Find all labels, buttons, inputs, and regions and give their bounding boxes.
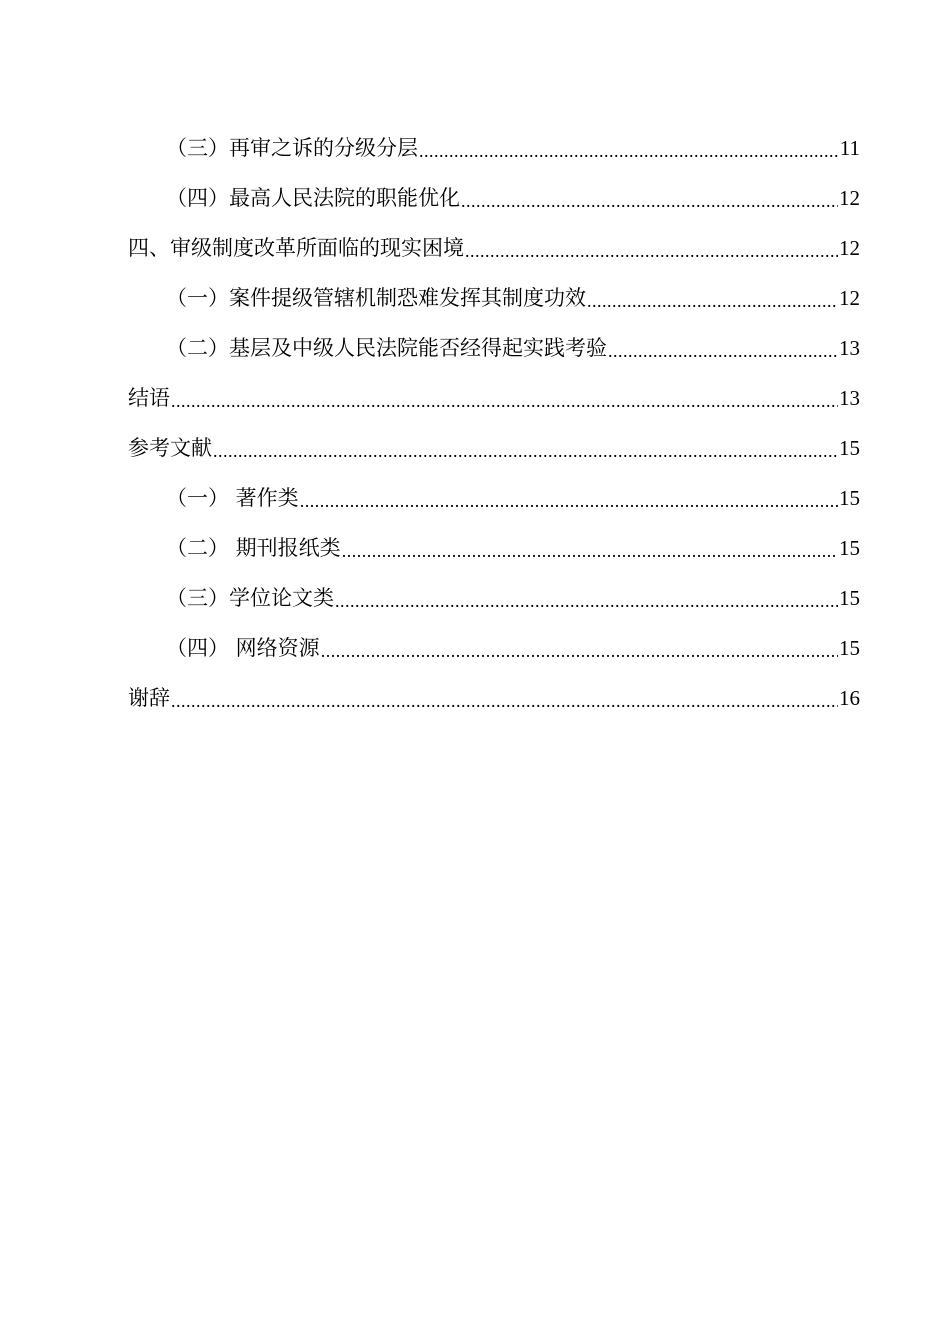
toc-entry-title: （三）再审之诉的分级分层 xyxy=(166,136,418,160)
toc-dot-leader xyxy=(171,391,838,411)
toc-entry-title: （四）最高人民法院的职能优化 xyxy=(166,186,460,210)
toc-entry-title: （二） 期刊报纸类 xyxy=(166,536,341,560)
toc-entry-title: 谢辞 xyxy=(128,686,170,710)
toc-entry-title: （四） 网络资源 xyxy=(166,636,320,660)
toc-page-number: 12 xyxy=(839,286,860,310)
toc-page-number: 15 xyxy=(839,436,860,460)
toc-dot-leader xyxy=(335,591,838,611)
toc-entry-references[interactable] xyxy=(128,415,860,465)
toc-dot-leader xyxy=(419,141,839,161)
toc-dot-leader xyxy=(171,691,838,711)
toc-dot-leader xyxy=(213,441,838,461)
toc-entry-books[interactable] xyxy=(128,465,860,515)
toc-entry-chapter-four[interactable] xyxy=(128,215,860,265)
toc-page-number: 16 xyxy=(839,686,860,710)
toc-entry-title: 结语 xyxy=(128,386,170,410)
toc-page-number: 15 xyxy=(839,536,860,560)
toc-dot-leader xyxy=(342,541,838,561)
toc-entry-journals[interactable] xyxy=(128,515,860,565)
toc-dot-leader xyxy=(321,641,838,661)
toc-dot-leader xyxy=(461,191,838,211)
toc-entry-theses[interactable] xyxy=(128,565,860,615)
toc-page-number: 13 xyxy=(839,386,860,410)
toc-page-number: 12 xyxy=(839,186,860,210)
toc-entry-web-resources[interactable] xyxy=(128,615,860,665)
toc-dot-leader xyxy=(608,341,838,361)
toc-entry-retrial-tiers[interactable] xyxy=(128,115,860,165)
toc-entry-title: 参考文献 xyxy=(128,436,212,460)
toc-page-number: 12 xyxy=(839,236,860,260)
toc-entry-lower-courts[interactable] xyxy=(128,315,860,365)
toc-entry-title: （一） 著作类 xyxy=(166,486,299,510)
toc-entry-jurisdiction-mechanism[interactable] xyxy=(128,265,860,315)
toc-entry-conclusion[interactable] xyxy=(128,365,860,415)
toc-entry-supreme-court-functions[interactable] xyxy=(128,165,860,215)
toc-entry-acknowledgements[interactable] xyxy=(128,665,860,715)
toc-entry-title: （三）学位论文类 xyxy=(166,586,334,610)
toc-page-number: 15 xyxy=(839,486,860,510)
toc-entry-title: （二）基层及中级人民法院能否经得起实践考验 xyxy=(166,336,607,360)
toc-page-number: 15 xyxy=(839,636,860,660)
toc-page-number: 13 xyxy=(839,336,860,360)
toc-entry-title: （一）案件提级管辖机制恐难发挥其制度功效 xyxy=(166,286,586,310)
table-of-contents xyxy=(128,115,860,715)
toc-dot-leader xyxy=(465,241,838,261)
toc-page-number: 15 xyxy=(839,586,860,610)
toc-entry-title: 四、审级制度改革所面临的现实困境 xyxy=(128,236,464,260)
toc-page-number: 11 xyxy=(839,136,860,160)
toc-dot-leader xyxy=(587,291,838,311)
toc-dot-leader xyxy=(300,491,838,511)
